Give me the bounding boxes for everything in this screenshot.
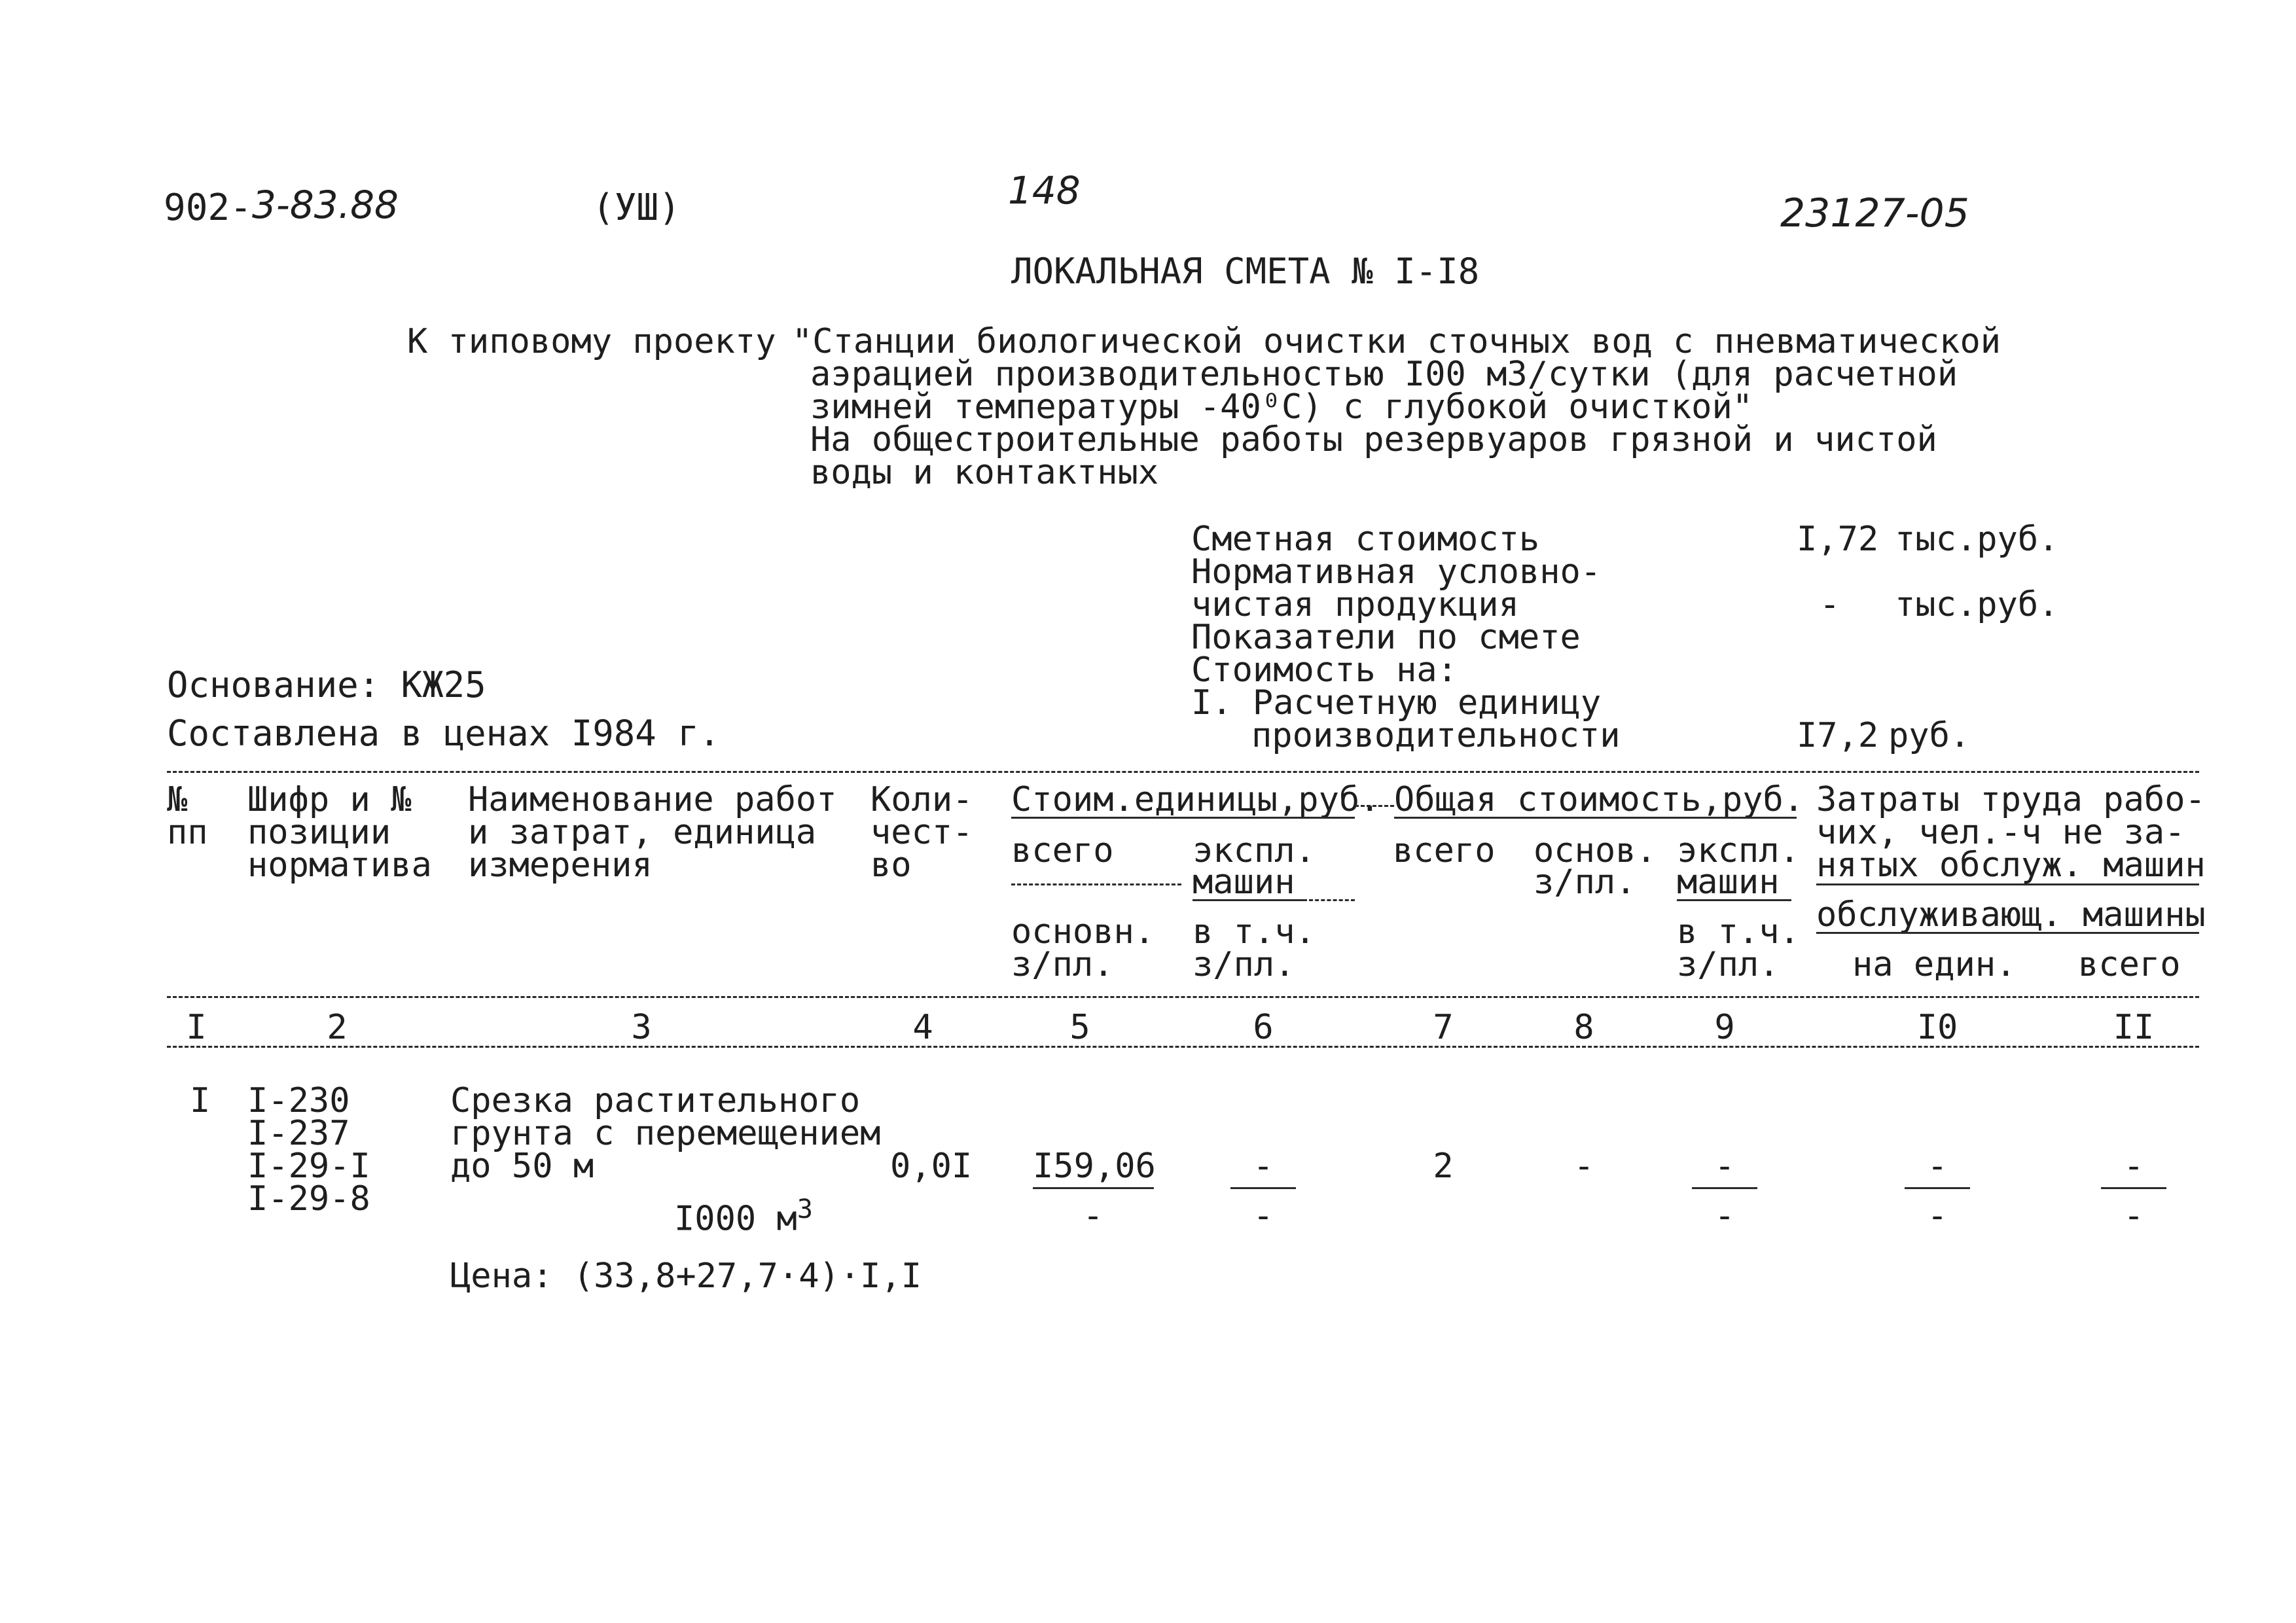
colnum-rule bbox=[167, 1046, 2199, 1048]
basis-label: Основание: КЖ25 bbox=[167, 664, 486, 705]
colnum-5: 5 bbox=[1069, 1008, 1090, 1047]
row1-c10-top: - bbox=[1927, 1147, 1948, 1186]
row1-no: I bbox=[190, 1081, 211, 1120]
row1-c9-top: - bbox=[1714, 1147, 1735, 1186]
row1-c6-bot: - bbox=[1253, 1196, 1274, 1236]
colnum-8: 8 bbox=[1573, 1008, 1594, 1047]
col5-head-bot-2: з/пл. bbox=[1011, 945, 1114, 984]
labor-head-2: чих, чел.-ч не за- bbox=[1816, 813, 2185, 852]
table-top-rule bbox=[167, 771, 2199, 773]
row1-unit-text: I000 м bbox=[674, 1199, 797, 1239]
row1-code-3: I-29-I bbox=[247, 1147, 370, 1186]
row1-code-4: I-29-8 bbox=[247, 1179, 370, 1219]
colnum-2: 2 bbox=[327, 1008, 348, 1047]
col6-head-bot-1: в т.ч. bbox=[1193, 912, 1316, 952]
labor-sub-underline bbox=[1816, 883, 2199, 885]
col6-head-top-1: экспл. bbox=[1193, 831, 1316, 870]
prices-label: Составлена в ценах I984 г. bbox=[167, 713, 721, 754]
cost-value: I,72 bbox=[1797, 520, 1879, 559]
project-line-3: зимней температуры -40⁰С) с глубокой очисткой" bbox=[810, 387, 1753, 427]
col2-head-2: позиции bbox=[247, 813, 391, 852]
col7-head: всего bbox=[1393, 831, 1496, 870]
norm-value: - bbox=[1820, 585, 1840, 624]
page-number: 148 bbox=[1008, 168, 1081, 213]
norm-unit: тыс.руб. bbox=[1895, 585, 2059, 624]
group-gap-rule bbox=[1355, 805, 1394, 807]
col9-head-bot-1: в т.ч. bbox=[1677, 912, 1800, 952]
colnum-4: 4 bbox=[912, 1008, 933, 1047]
project-line-1: "Станции биологической очистки сточных вод с пневматической bbox=[792, 322, 2001, 361]
row1-c11-bot: - bbox=[2123, 1196, 2144, 1236]
cost-unit: тыс.руб. bbox=[1895, 520, 2059, 559]
header-bottom-rule bbox=[167, 996, 2199, 998]
row1-name-3: до 50 м bbox=[450, 1147, 594, 1186]
total-cost-group: Общая стоимость,руб. bbox=[1394, 780, 1804, 819]
labor-sub-2: обслуживающ. машины bbox=[1816, 895, 2206, 935]
project-line-2: аэрацией производительностью I00 м3/сутки (для расчетной bbox=[810, 355, 1958, 394]
col2-head-3: норматива bbox=[247, 846, 432, 885]
row1-code-2: I-237 bbox=[247, 1114, 350, 1153]
cost-label: Сметная стоимость bbox=[1191, 520, 1540, 559]
col8-head-2: з/пл. bbox=[1534, 863, 1636, 902]
unit-unit: руб. bbox=[1888, 716, 1971, 755]
col9-underline bbox=[1677, 899, 1791, 901]
col10-head: на един. bbox=[1852, 945, 2017, 984]
row1-unit bbox=[674, 1194, 813, 1239]
col3-head-1: Наименование работ bbox=[468, 780, 837, 819]
row1-c11-top: - bbox=[2123, 1147, 2144, 1186]
col4-head-2: чест- bbox=[870, 813, 973, 852]
colnum-9: 9 bbox=[1714, 1008, 1735, 1047]
col6-head-top-2: машин bbox=[1193, 863, 1295, 902]
price-note: Цена: (33,8+27,7·4)·I,I bbox=[450, 1257, 922, 1296]
row1-c10-rule bbox=[1905, 1187, 1970, 1189]
unit-line-1: I. Расчетную единицу bbox=[1191, 683, 1602, 722]
col5-head-bot-1: основн. bbox=[1011, 912, 1155, 952]
document-title: ЛОКАЛЬНАЯ СМЕТА № I-I8 bbox=[1011, 251, 1480, 292]
row1-name-2: грунта с перемещением bbox=[450, 1114, 881, 1153]
col5-head-top: всего bbox=[1011, 831, 1114, 870]
col4-head-3: во bbox=[870, 846, 912, 885]
col6-head-bot-2: з/пл. bbox=[1193, 945, 1295, 984]
project-prefix: К типовому проекту bbox=[407, 322, 776, 361]
col9-head-top-1: экспл. bbox=[1677, 831, 1800, 870]
row1-qty: 0,0I bbox=[890, 1147, 973, 1186]
col3-head-2: и затрат, единица bbox=[468, 813, 817, 852]
row1-c9-rule bbox=[1692, 1187, 1757, 1189]
cost-on-label: Стоимость на: bbox=[1191, 651, 1458, 690]
colnum-10: I0 bbox=[1916, 1008, 1958, 1047]
indicators-label: Показатели по смете bbox=[1191, 618, 1581, 657]
colnum-1: I bbox=[186, 1008, 207, 1047]
labor-sub-1: нятых обслуж. машин bbox=[1816, 846, 2206, 885]
col6-underline bbox=[1193, 899, 1307, 901]
row1-name-1: Срезка растительного bbox=[450, 1081, 861, 1120]
series-label: (УШ) bbox=[592, 187, 681, 229]
row1-c5-top: I59,06 bbox=[1033, 1147, 1156, 1186]
col5-sep bbox=[1011, 883, 1181, 885]
col1-head-1: № bbox=[167, 780, 188, 819]
col9-head-bot-2: з/пл. bbox=[1677, 945, 1780, 984]
col2-head-1: Шифр и № bbox=[247, 780, 412, 819]
colnum-6: 6 bbox=[1253, 1008, 1274, 1047]
row1-c5-rule bbox=[1033, 1187, 1154, 1189]
row1-code-1: I-230 bbox=[247, 1081, 350, 1120]
col9-head-top-2: машин bbox=[1677, 863, 1780, 902]
row1-unit-sup: 3 bbox=[797, 1194, 813, 1224]
col3-head-3: измерения bbox=[468, 846, 653, 885]
row1-c8: - bbox=[1573, 1147, 1594, 1186]
labor-head-1: Затраты труда рабо- bbox=[1816, 780, 2206, 819]
col1-head-2: пп bbox=[167, 813, 208, 852]
unit-value: I7,2 bbox=[1797, 716, 1879, 755]
unit-cost-group: Стоим.единицы,руб. bbox=[1011, 780, 1380, 819]
project-line-4: На общестроительные работы резервуаров грязной и чистой bbox=[810, 420, 1937, 459]
code-left: 902- bbox=[164, 187, 252, 229]
code-left-handwritten: 3-83.88 bbox=[252, 183, 399, 227]
col11-head: всего bbox=[2078, 945, 2181, 984]
col6-tail-rule bbox=[1309, 899, 1355, 901]
row1-c6-rule bbox=[1230, 1187, 1296, 1189]
total-cost-underline bbox=[1394, 817, 1797, 819]
code-right: 23127-05 bbox=[1780, 190, 1969, 236]
unit-cost-underline bbox=[1011, 817, 1355, 819]
colnum-11: II bbox=[2113, 1008, 2155, 1047]
norm-label-1: Нормативная условно- bbox=[1191, 552, 1602, 592]
row1-c10-bot: - bbox=[1927, 1196, 1948, 1236]
col8-head-1: основ. bbox=[1534, 831, 1657, 870]
row1-c6-top: - bbox=[1253, 1147, 1274, 1186]
row1-c9-bot: - bbox=[1714, 1196, 1735, 1236]
project-line-5: воды и контактных bbox=[810, 453, 1159, 492]
row1-c5-bot: - bbox=[1083, 1196, 1103, 1236]
col4-head-1: Коли- bbox=[870, 780, 973, 819]
norm-label-2: чистая продукция bbox=[1191, 585, 1519, 624]
row1-c11-rule bbox=[2101, 1187, 2166, 1189]
labor-sub2-underline bbox=[1816, 932, 2199, 934]
unit-line-2: производительности bbox=[1251, 716, 1621, 755]
colnum-7: 7 bbox=[1433, 1008, 1454, 1047]
row1-c7: 2 bbox=[1433, 1147, 1454, 1186]
colnum-3: 3 bbox=[631, 1008, 652, 1047]
